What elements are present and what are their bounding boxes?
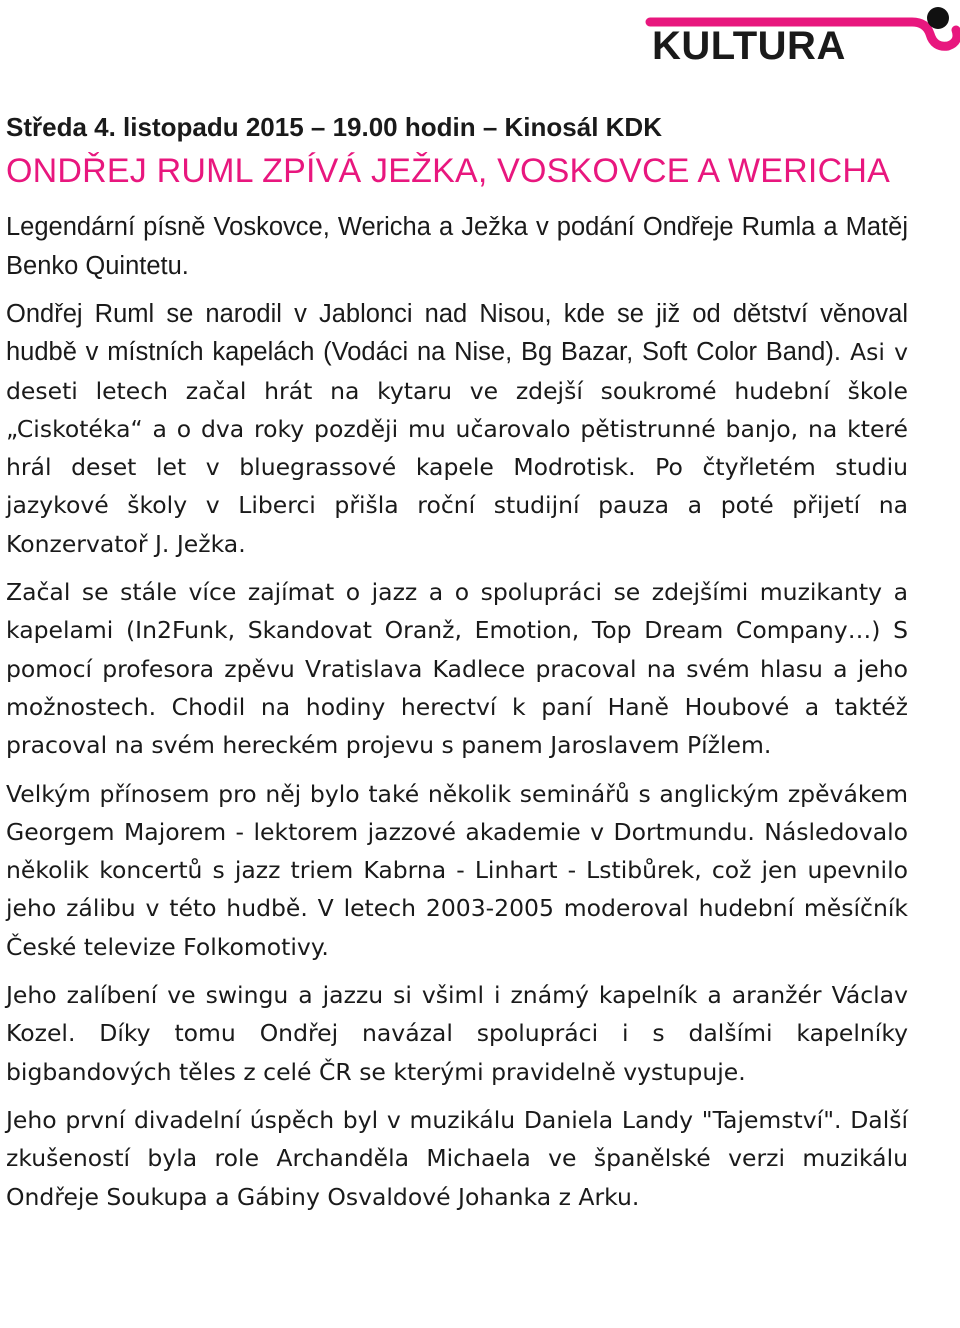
article-body <box>6 295 908 1226</box>
event-date-time-venue: Středa 4. listopadu 2015 – 19.00 hodin – Kinosál KDK <box>6 112 662 142</box>
article-paragraph: Začal se stále více zajímat o jazz a o spolupráci se zdejšími muzikanty a kapelami (In2Funk, Skandovat Oranž, Emotion, Top Dream Company…) S pomocí profesora zpěvu Vratislava Kadlece pracoval na svém hlasu a jeho možnostech. Chodil na hodiny herectví k paní Haně Houbové a taktéž pracoval na svém hereckém projevu s panem Jaroslavem Pížlem. <box>6 578 908 760</box>
article-paragraph <box>6 295 908 563</box>
article-paragraph-lead: Ondřej Ruml se narodil v Jablonci nad Nisou, kde se již od dětství věnoval hudbě v místních kapelách (Vodáci na Nise, Bg Bazar, Soft Color Band). <box>6 300 908 367</box>
article-paragraph: Jeho první divadelní úspěch byl v muzikálu Daniela Landy "Tajemství". Další zkušeností byla role Archanděla Michaela ve španělské verzi muzikálu Ondřeje Soukupa a Gábiny Osvaldové Johanka z Arku. <box>6 1105 908 1211</box>
article-paragraph: Velkým přínosem pro něj bylo také několik seminářů s anglickým zpěvákem Georgem Majorem - lektorem jazzové akademie v Dortmundu. Následovalo několik koncertů s jazz triem Kabrna - Linhart - Lstibůrek, což jen upevnilo jeho zálibu v této hudbě. V letech 2003-2005 moderoval hudební měsíčník České televize Folkomotivy. <box>6 779 908 961</box>
article-paragraph: Jeho zalíbení ve swingu a jazzu si všiml i známý kapelník a aranžér Václav Kozel. Díky tomu Ondřej navázal spolupráci i s dalšími kapelníky bigbandových těles z celé ČR se kterými pravidelně vystupuje. <box>6 981 908 1086</box>
section-label: KULTURA <box>652 24 846 68</box>
event-intro: Legendární písně Voskovce, Wericha a Ježka v podání Ondřeje Rumla a Matěj Benko Quintetu. <box>6 213 908 280</box>
article-paragraph-rest: Asi v deseti letech začal hrát na kytaru ve zdejší soukromé hudební škole „Ciskotéka“ a o dva roky později mu učarovalo pětistrunné banjo, na které hrál deset let v bluegrassové kapele Modrotisk. Po čtyřletém studiu jazykové školy v Liberci přišla roční studijní pauza a poté přijetí na Konzervatoř J. Ježka. <box>6 338 908 558</box>
event-title: ONDŘEJ RUML ZPÍVÁ JEŽKA, VOSKOVCE A WERICHA <box>6 152 890 190</box>
